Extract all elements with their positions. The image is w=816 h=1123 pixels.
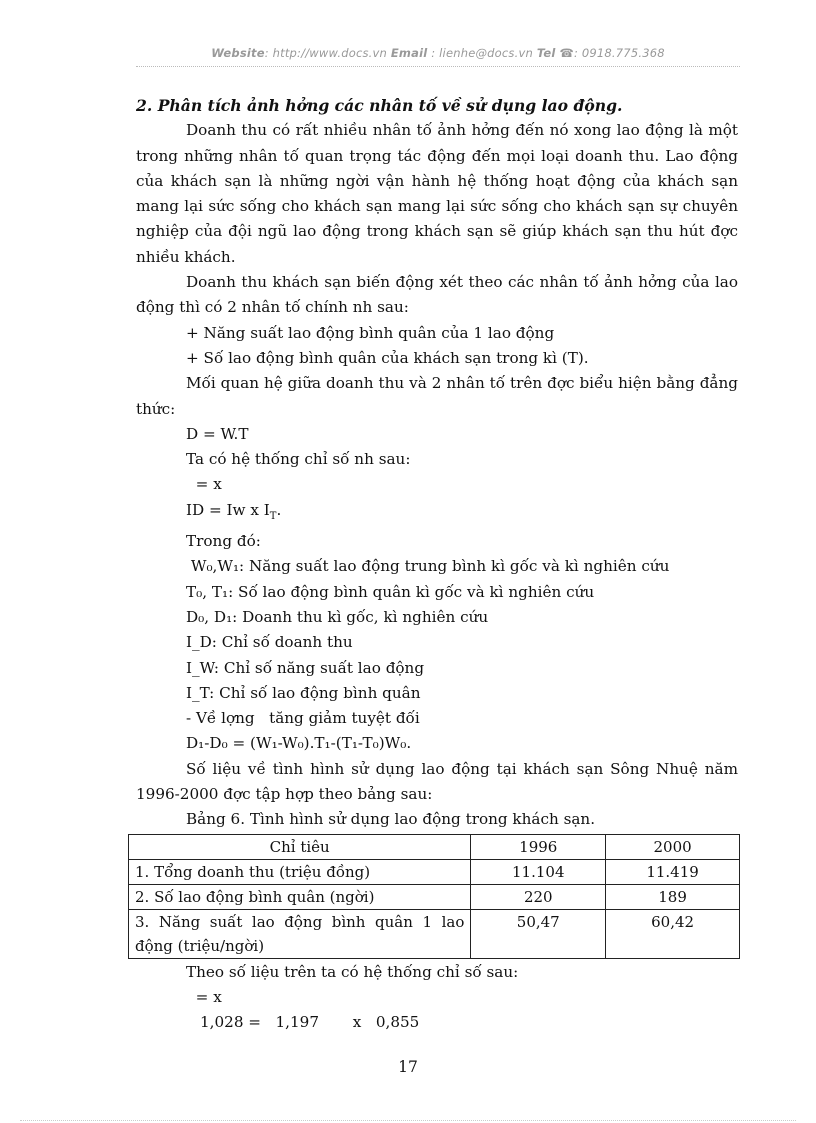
formula-1: D = W.T (186, 424, 249, 443)
table-cell: 11.419 (606, 859, 740, 884)
table-cell: 3. Năng suất lao động bình quân 1 lao động (triệu/ngời) (129, 909, 471, 958)
factor-2: + Số lao động bình quân của khách sạn trong kì (T). (186, 348, 589, 367)
labor-usage-table (128, 834, 740, 959)
table-cell: 60,42 (606, 909, 740, 958)
table-cell: 1. Tổng doanh thu (triệu đồng) (129, 859, 471, 884)
paragraph-4: Ta có hệ thống chỉ số nh sau: (186, 450, 411, 469)
table-header-cell: 1996 (471, 834, 606, 859)
definition-d: D₀, D₁: Doanh thu kì gốc, kì nghiên cứu (186, 607, 489, 626)
formula-4: D₁-D₀ = (W₁-W₀).T₁-(T₁-T₀)W₀. (186, 734, 412, 753)
table-cell: 11.104 (471, 859, 606, 884)
definition-iw: I_W: Chỉ số năng suất lao động (186, 658, 425, 677)
paragraph-1: Doanh thu có rất nhiều nhân tố ảnh hởng đến nó xong lao động là một trong những nhân tố quan trọng tác động đến mọi loại doanh thu. Lao động của khách sạn là những ngời vận hành hệ thống hoạt động của khách sạn mang lại sức sống cho khách sạn mang lại sức sống cho khách sạn sự chuyên nghiệp của đội ngũ lao động trong khách sạn sẽ giúp khách sạn thu hút đợc nhiều khách. (136, 121, 738, 266)
table-cell: 189 (606, 884, 740, 909)
formula-3-main: ID = Iw x I (186, 500, 270, 519)
paragraph-2: Doanh thu khách sạn biến động xét theo các nhân tố ảnh hởng của lao động thì có 2 nhân tố chính nh sau: (136, 273, 738, 317)
tel-value: : 0918.775.368 (573, 46, 665, 60)
factor-1: + Năng suất lao động bình quân của 1 lao động (186, 323, 555, 342)
formula-3 (136, 498, 738, 529)
page-header (136, 46, 740, 66)
table-row (129, 884, 740, 909)
table-header-cell: Chỉ tiêu (129, 834, 471, 859)
table-header-cell: 2000 (606, 834, 740, 859)
formula-6: 1,028 = 1,197 x 0,855 (200, 1013, 420, 1032)
where-label: Trong đó: (186, 532, 261, 551)
formula-2: = x (186, 475, 222, 494)
formula-3-end: . (276, 500, 282, 519)
paragraph-3: Mối quan hệ giữa doanh thu và 2 nhân tố trên đợc biểu hiện bằng đẳng thức: (136, 374, 738, 418)
tel-label: Tel (536, 46, 556, 60)
formula-3-sub: T (269, 510, 277, 522)
page-content (136, 93, 738, 1036)
definition-t: T₀, T₁: Số lao động bình quân kì gốc và kì nghiên cứu (186, 582, 595, 601)
header-divider (136, 66, 740, 67)
definition-w: W₀,W₁: Năng suất lao động trung bình kì gốc và kì nghiên cứu (186, 557, 670, 576)
definition-it: I_T: Chỉ số lao động bình quân (186, 683, 421, 702)
website-label: Website (211, 46, 265, 60)
email-value: : lienhe@docs.vn (431, 46, 533, 60)
table-caption: Bảng 6. Tình hình sử dụng lao động trong khách sạn. (186, 810, 596, 829)
table-cell: 2. Số lao động bình quân (ngời) (129, 884, 471, 909)
table-cell: 50,47 (471, 909, 606, 958)
phone-icon: ☎ (559, 46, 574, 60)
definition-id: I_D: Chỉ số doanh thu (186, 633, 353, 652)
email-label: Email (390, 46, 428, 60)
table-header-row (129, 834, 740, 859)
paragraph-6: Theo số liệu trên ta có hệ thống chỉ số sau: (186, 962, 519, 981)
website-value: : http://www.docs.vn (264, 46, 388, 60)
footer-divider (20, 1120, 796, 1121)
page-number: 17 (398, 1058, 418, 1076)
paragraph-5: Số liệu về tình hình sử dụng lao động tại khách sạn Sông Nhuệ năm 1996-2000 đợc tập hợp theo bảng sau: (136, 759, 738, 804)
table-row (129, 909, 740, 958)
table-cell: 220 (471, 884, 606, 909)
section-heading: 2. Phân tích ảnh hởng các nhân tố về sử dụng lao động. (136, 96, 623, 115)
table-row (129, 859, 740, 884)
absolute-change-label: - Về lợng tăng giảm tuyệt đối (186, 709, 420, 728)
formula-5: = x (186, 987, 222, 1006)
